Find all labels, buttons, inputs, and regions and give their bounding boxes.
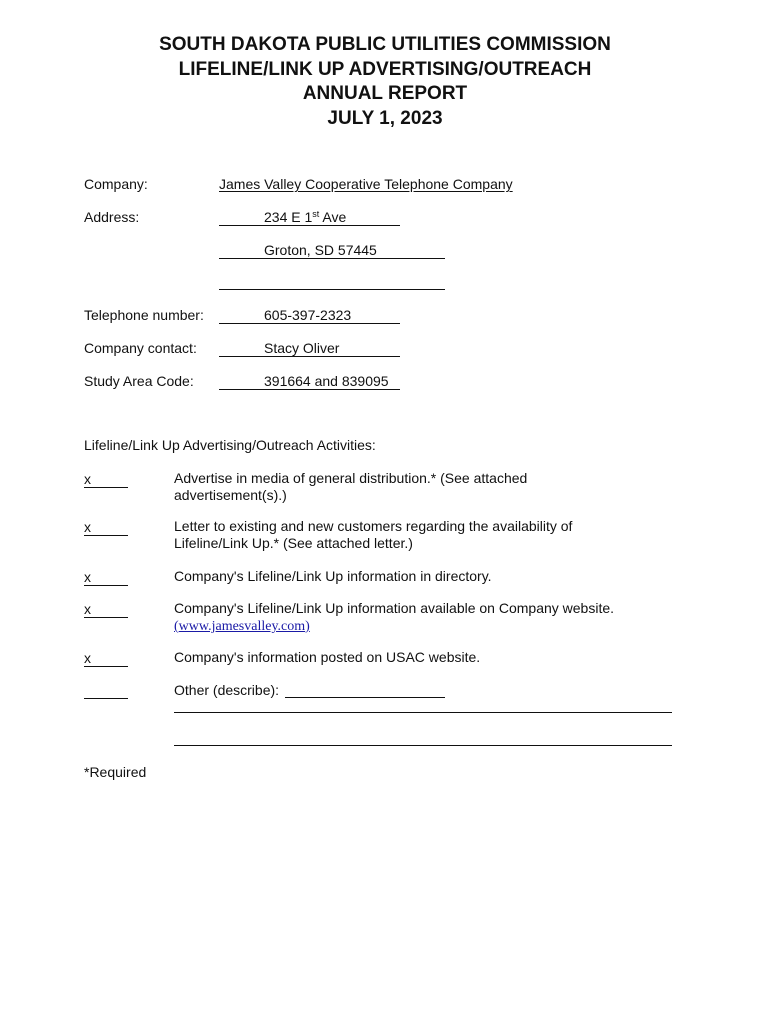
activities-heading: Lifeline/Link Up Advertising/Outreach Activities:	[84, 437, 376, 453]
address-label: Address:	[84, 209, 140, 225]
other-description-line-2	[174, 745, 672, 746]
activity-website-line2	[174, 617, 634, 635]
activity-letter-line2: Lifeline/Link Up.* (See attached letter.)	[174, 535, 413, 551]
study-area-value: 391664 and 839095	[264, 373, 389, 389]
address-line2-field	[219, 242, 445, 259]
company-label: Company:	[84, 176, 148, 192]
title-line-report: ANNUAL REPORT	[302, 83, 468, 104]
address-line1-field	[219, 209, 400, 226]
activity-media	[174, 470, 594, 504]
activity-website-line1: Company's Lifeline/Link Up information available on Company website.	[174, 600, 615, 616]
other-describe-line	[285, 683, 445, 698]
other-description-line-1	[174, 712, 672, 713]
title-line-program: LIFELINE/LINK UP ADVERTISING/OUTREACH	[178, 58, 592, 80]
contact-value: Stacy Oliver	[264, 340, 340, 356]
title-line-commission: SOUTH DAKOTA PUBLIC UTILITIES COMMISSION	[159, 34, 611, 55]
website-link-open: (	[174, 619, 179, 634]
study-area-label: Study Area Code:	[84, 373, 194, 389]
address-line1-text: 234 E 1	[264, 209, 313, 225]
address-line1-suffix: Ave	[319, 209, 347, 225]
company-value: James Valley Cooperative Telephone Company	[219, 176, 513, 192]
activity-usac-line1: Company's information posted on USAC website.	[174, 649, 481, 665]
activity-media-line1: Advertise in media of general distribution.* (See attached	[174, 470, 528, 486]
address-ordinal-suffix: st	[312, 209, 320, 219]
telephone-value: 605-397-2323	[264, 307, 352, 323]
title-line-date: JULY 1, 2023	[327, 107, 443, 129]
report-title	[0, 33, 770, 131]
required-footnote: *Required	[84, 764, 147, 780]
activity-check-website: x	[84, 601, 128, 618]
activity-usac	[174, 649, 594, 666]
activity-check-letter: x	[84, 519, 128, 536]
telephone-field	[219, 307, 400, 324]
activity-check-directory: x	[84, 569, 128, 586]
website-link-close: )	[305, 619, 310, 634]
activity-directory-line1: Company's Lifeline/Link Up information in directory.	[174, 568, 492, 584]
activity-website	[174, 600, 634, 635]
activity-directory	[174, 568, 594, 585]
activity-check-other	[84, 682, 128, 699]
activity-check-usac: x	[84, 650, 128, 667]
telephone-label: Telephone number:	[84, 307, 204, 323]
activity-letter	[174, 518, 594, 552]
activity-letter-line1: Letter to existing and new customers regarding the availability of	[174, 518, 573, 534]
activity-other	[174, 682, 594, 699]
address-line2-text: Groton, SD 57445	[264, 242, 377, 258]
activity-other-label: Other (describe):	[174, 682, 280, 698]
study-area-field	[219, 373, 400, 390]
activity-check-media: x	[84, 471, 128, 488]
contact-field	[219, 340, 400, 357]
website-link[interactable]: www.jamesvalley.com	[178, 619, 306, 634]
activity-media-line2: advertisement(s).)	[174, 487, 287, 503]
address-line3-blank	[219, 273, 445, 290]
contact-label: Company contact:	[84, 340, 197, 356]
